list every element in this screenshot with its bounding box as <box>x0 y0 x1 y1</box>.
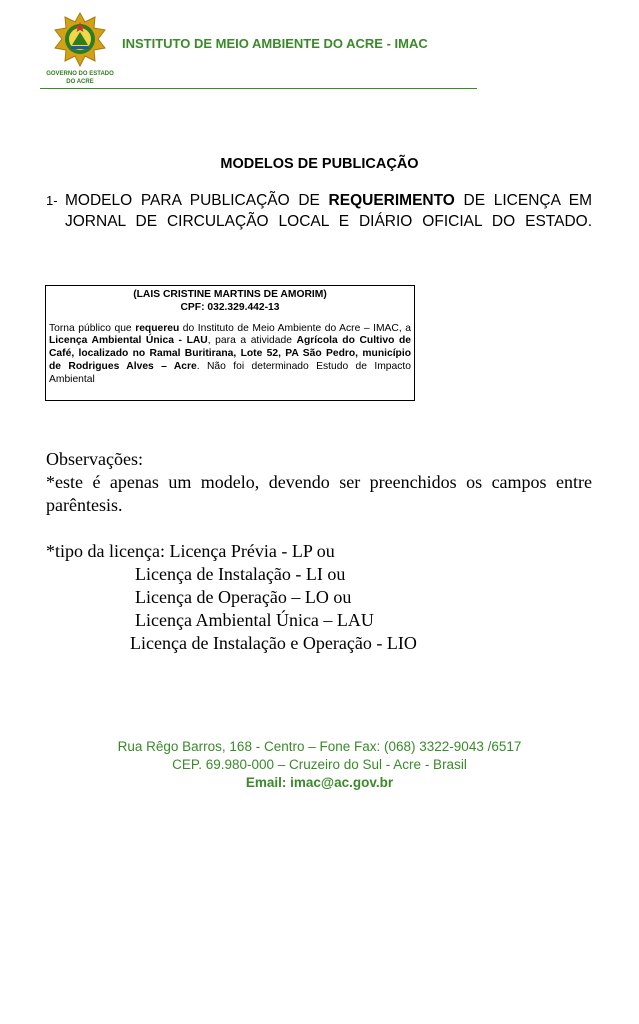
item-text-bold: REQUERIMENTO <box>328 192 455 209</box>
pub-text-3: do Instituto de Meio Ambiente do Acre – IMAC, a <box>179 322 411 334</box>
item-text-end: DE LICENÇA EM JORNAL DE CIRCULAÇÃO LOCAL E DIÁRIO OFICIAL DO ESTADO. <box>65 192 593 230</box>
item-text <box>65 190 592 253</box>
applicant-name: (LAIS CRISTINE MARTINS DE AMORIM) <box>133 289 327 300</box>
footer-cep: CEP. 69.980-000 – Cruzeiro do Sul - Acre - Brasil <box>172 757 467 772</box>
license-item: Licença de Operação – LO ou <box>135 587 352 607</box>
pub-text-2: requereu <box>135 322 180 334</box>
page-title: MODELOS DE PUBLICAÇÃO <box>220 156 419 172</box>
item-text-start: MODELO PARA PUBLICAÇÃO DE <box>65 192 329 209</box>
pub-text-6: Agrícola do Cultivo de Café, localizado no Ramal Buritirana, Lote 52, PA São Pedro, município de Rodrigues Alves – Acre <box>49 335 411 372</box>
publication-model-box <box>45 285 415 401</box>
acre-coat-of-arms-logo <box>52 12 108 68</box>
header-divider <box>40 88 477 89</box>
footer-address: Rua Rêgo Barros, 168 - Centro – Fone Fax: (068) 3322-9043 /6517 <box>117 739 522 754</box>
item-number: 1- <box>46 193 58 208</box>
license-item: Licença de Instalação - LI ou <box>135 564 346 584</box>
gov-line-2: DO ACRE <box>66 79 94 85</box>
pub-text-7: . Não foi determinado Estudo de Impacto Ambiental <box>49 360 412 385</box>
observations <box>46 448 592 517</box>
footer <box>0 738 639 792</box>
institute-name: INSTITUTO DE MEIO AMBIENTE DO ACRE - IMAC <box>122 36 428 51</box>
license-item: Licença Ambiental Única – LAU <box>135 610 374 630</box>
observations-heading: Observações: <box>46 449 143 469</box>
pub-text-4: Licença Ambiental Única - LAU <box>49 335 208 347</box>
license-item: Licença de Instalação e Operação - LIO <box>130 633 417 653</box>
pub-text-5: , para a atividade <box>207 335 297 347</box>
license-type-label: *tipo da licença: Licença Prévia - LP ou <box>46 541 335 561</box>
government-label <box>40 70 120 86</box>
observations-note: *este é apenas um modelo, devendo ser preenchidos os campos entre parêntesis. <box>46 472 592 515</box>
gov-line-1: GOVERNO DO ESTADO <box>46 71 114 77</box>
applicant-cpf: CPF: 032.329.442-13 <box>180 301 280 313</box>
pub-text-1: Torna público que <box>49 322 136 334</box>
footer-email: Email: imac@ac.gov.br <box>245 775 394 790</box>
publication-text <box>49 323 411 387</box>
model-item <box>46 190 592 253</box>
